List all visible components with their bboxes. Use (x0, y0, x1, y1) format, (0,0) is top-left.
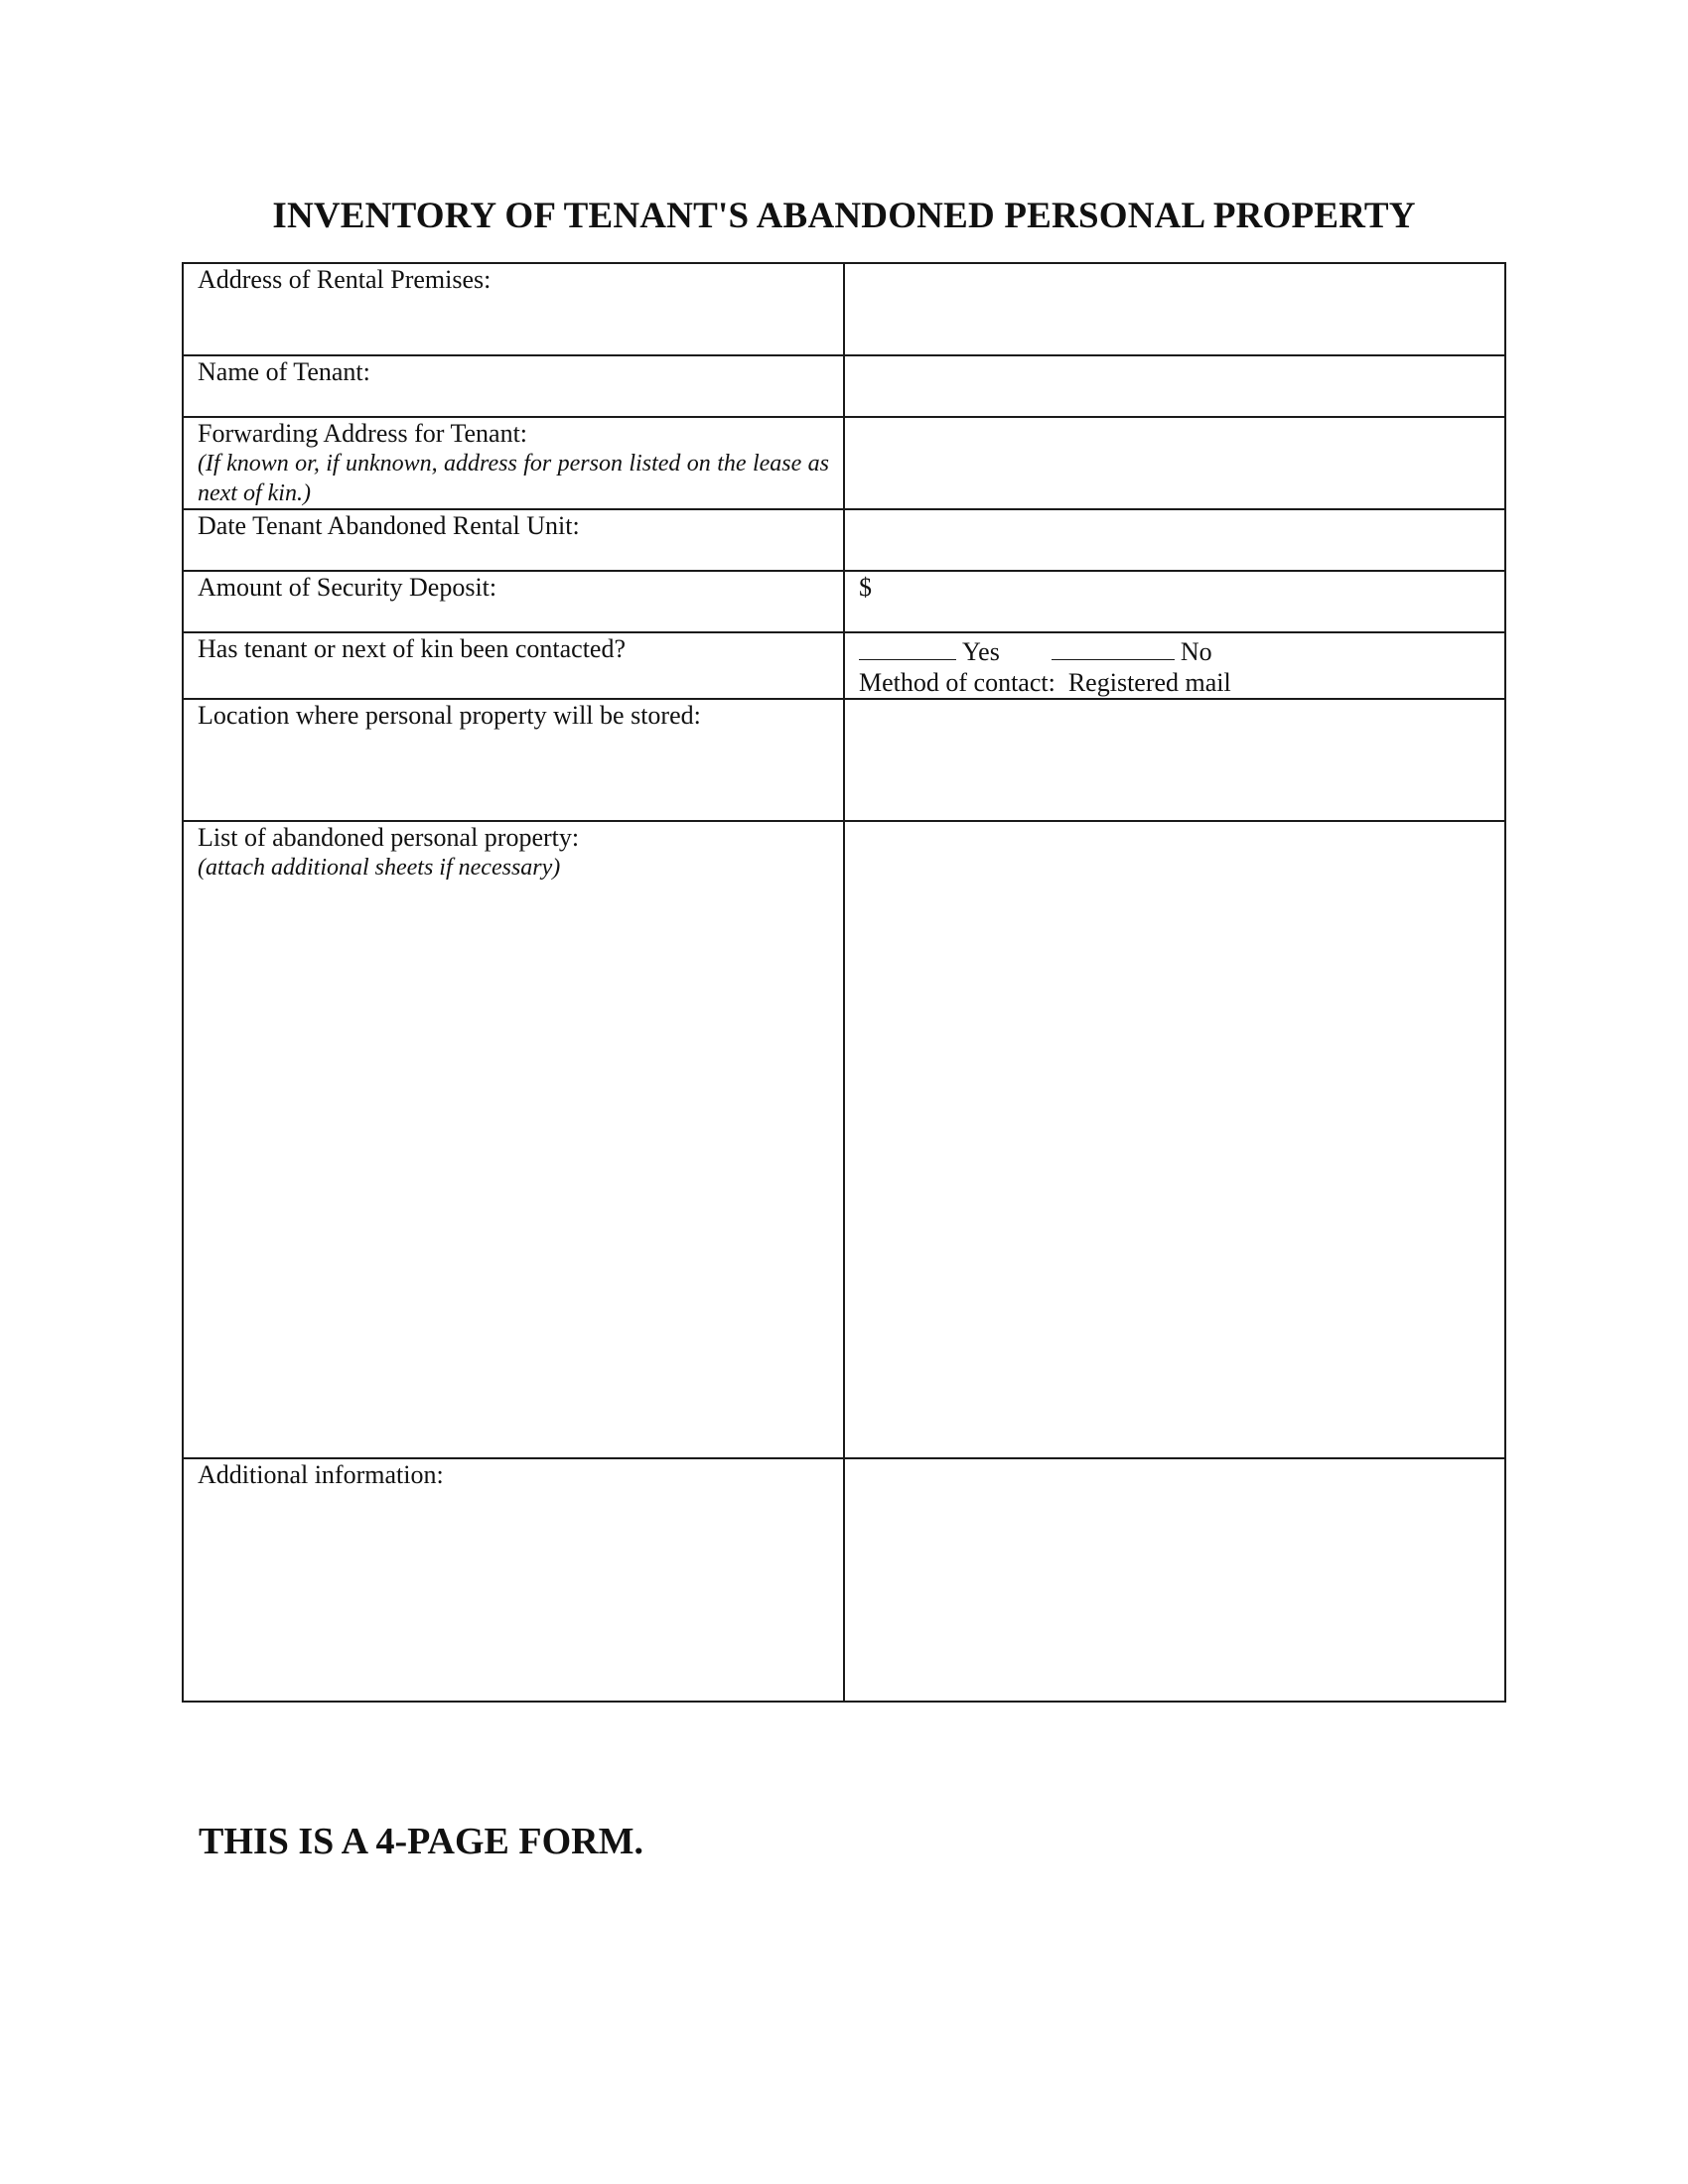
storage-label: Location where personal property will be stored: (198, 701, 701, 730)
forwarding-label-cell (183, 417, 844, 509)
dollar-sign: $ (859, 573, 872, 602)
tenant-name-field[interactable] (844, 355, 1505, 417)
row-tenant-name (183, 355, 1505, 417)
row-security-deposit (183, 571, 1505, 632)
row-address (183, 263, 1505, 355)
yes-label: Yes (962, 637, 1000, 666)
inventory-form-table (182, 262, 1506, 1703)
address-field[interactable] (844, 263, 1505, 355)
property-list-note: (attach additional sheets if necessary) (198, 855, 561, 881)
storage-location-field[interactable] (844, 699, 1505, 821)
additional-label: Additional information: (198, 1460, 444, 1489)
contact-method-line (859, 667, 1490, 698)
property-list-field[interactable] (844, 821, 1505, 1458)
row-storage-location (183, 699, 1505, 821)
method-label: Method of contact: (859, 668, 1055, 697)
row-contacted (183, 632, 1505, 699)
additional-label-cell (183, 1458, 844, 1702)
abandoned-date-label: Date Tenant Abandoned Rental Unit: (198, 511, 580, 540)
row-forwarding-address (183, 417, 1505, 509)
abandoned-date-field[interactable] (844, 509, 1505, 571)
abandoned-date-label-cell (183, 509, 844, 571)
address-label-cell (183, 263, 844, 355)
forwarding-label: Forwarding Address for Tenant: (198, 419, 528, 448)
contacted-label-cell (183, 632, 844, 699)
no-blank[interactable] (1052, 633, 1175, 660)
no-label: No (1180, 637, 1212, 666)
contacted-choices (859, 633, 1490, 667)
property-list-label-cell (183, 821, 844, 1458)
tenant-name-label: Name of Tenant: (198, 357, 370, 386)
row-additional-info (183, 1458, 1505, 1702)
method-value[interactable]: Registered mail (1067, 668, 1231, 697)
yes-blank[interactable] (859, 633, 956, 660)
deposit-label: Amount of Security Deposit: (198, 573, 497, 602)
storage-label-cell (183, 699, 844, 821)
contacted-field (844, 632, 1505, 699)
page-title: INVENTORY OF TENANT'S ABANDONED PERSONAL PROPERTY (272, 196, 1416, 236)
contacted-label: Has tenant or next of kin been contacted? (198, 634, 626, 663)
row-property-list (183, 821, 1505, 1458)
deposit-field[interactable] (844, 571, 1505, 632)
tenant-name-label-cell (183, 355, 844, 417)
forwarding-note: (If known or, if unknown, address for person listed on the lease as next of kin.) (198, 451, 829, 506)
page-count-notice: THIS IS A 4-PAGE FORM. (199, 1821, 643, 1862)
forwarding-address-field[interactable] (844, 417, 1505, 509)
row-abandoned-date (183, 509, 1505, 571)
deposit-label-cell (183, 571, 844, 632)
additional-info-field[interactable] (844, 1458, 1505, 1702)
address-label: Address of Rental Premises: (198, 265, 492, 294)
property-list-label: List of abandoned personal property: (198, 823, 580, 852)
